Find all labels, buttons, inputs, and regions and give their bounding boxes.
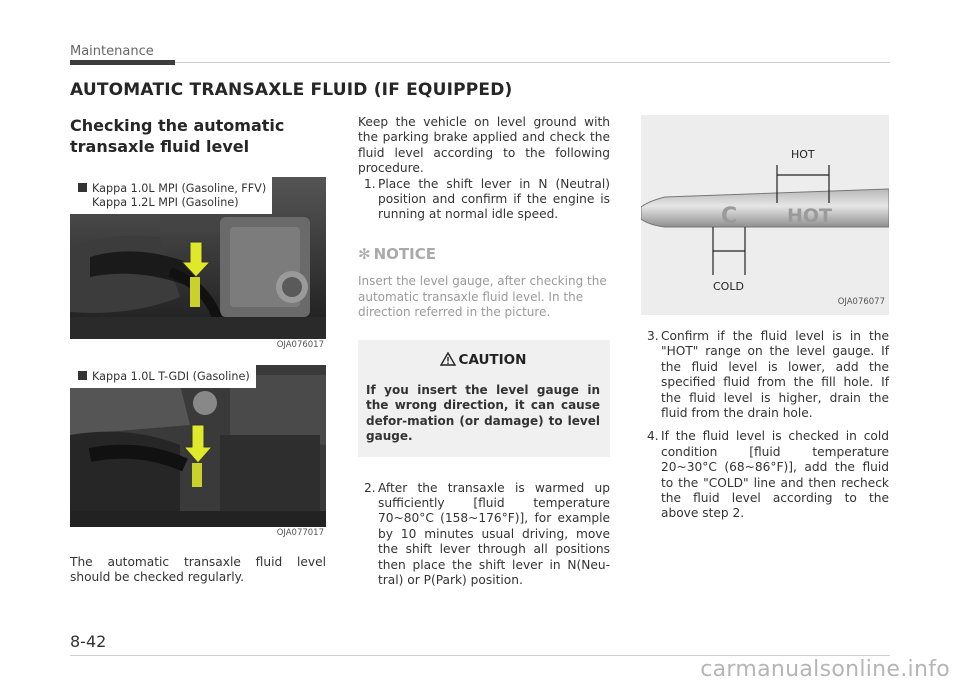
steps-list-3 (641, 329, 889, 522)
caution-heading (366, 352, 600, 368)
watermark: carmanualsonline.info (700, 657, 950, 682)
caution-title: CAUTION (458, 352, 527, 369)
section-header: Maintenance (70, 44, 154, 59)
step-item (641, 429, 889, 521)
page-title: AUTOMATIC TRANSAXLE FLUID (IF EQUIPPED) (70, 80, 513, 100)
engine-photo-tgdi (70, 365, 326, 541)
engine-illustration (70, 365, 326, 527)
step-number: 2. (364, 480, 376, 495)
engine-label-tgdi (70, 365, 256, 388)
intro-paragraph: The automatic transaxle fluid level should be checked regularly. (70, 555, 326, 585)
step-text: If the fluid level is checked in cold condition [fluid temperature 20~30°C (68~86°F)], add the fluid to the "COLD" line and then recheck the fluid level according to the above step 2. (661, 429, 889, 521)
step-item (641, 329, 889, 421)
bullet-square-icon (78, 183, 87, 192)
header-bar (70, 60, 175, 65)
engine-label-line-1: Kappa 1.0L T-GDI (Gasoline) (92, 370, 250, 383)
column-middle (358, 115, 610, 588)
photo-code: OJA076017 (276, 339, 324, 350)
step-number: 4. (647, 429, 659, 444)
dipstick-illustration (641, 115, 889, 315)
notice-title: NOTICE (373, 244, 436, 263)
subtitle-line-1: Checking the automatic (70, 116, 285, 135)
steps-list-1 (358, 177, 610, 223)
step-number: 3. (647, 329, 659, 343)
notice-text: Insert the level gauge, after checking the automatic transaxle fluid level. In the direction referred in the picture. (358, 274, 607, 320)
step-text: After the transaxle is warmed up sufficiently [fluid temperature 70~80°C (158~176°F)], for example by 10 minutes usual driving, move the shift lever through all positions then place the shift lever in N(Neu-tral) or P(Park) position. (378, 480, 610, 587)
caution-text: If you insert the level gauge in the wrong direction, it can cause defor-mation (or damage) to level gauge. (366, 382, 600, 444)
procedure-intro: Keep the vehicle on level ground with the parking brake applied and check the fluid level according to the following procedure. (358, 115, 610, 176)
step-text: Confirm if the fluid level is in the "HOT" range on the level gauge. If the fluid level is lower, add the specified fluid from the fill hole. If the fluid level is higher, drain the fluid from the drain hole. (661, 329, 889, 421)
steps-list-2 (358, 481, 610, 589)
page-number: 8-42 (70, 632, 107, 651)
step-text: Place the shift lever in N (Neutral) position and confirm if the engine is running at normal idle speed. (378, 176, 610, 222)
dipstick-diagram (641, 115, 889, 315)
engine-label-mpi (70, 177, 272, 214)
warning-triangle-icon (440, 352, 456, 366)
stamp-hot: HOT (787, 205, 833, 227)
notice-star-icon: ✻ (358, 244, 371, 263)
engine-label-line-1: Kappa 1.0L MPI (Gasoline, FFV) (92, 182, 267, 195)
subtitle-line-2: transaxle fluid level (70, 137, 250, 156)
engine-label-line-2: Kappa 1.2L MPI (Gasoline) (92, 196, 239, 209)
column-right (641, 115, 889, 522)
hot-label: HOT (791, 148, 815, 161)
column-left (70, 115, 326, 586)
engine-photo-mpi (70, 177, 326, 353)
cold-label: COLD (713, 280, 744, 293)
header-rule (175, 62, 890, 63)
section-subtitle (70, 115, 326, 157)
photo-code: OJA077017 (276, 527, 324, 538)
engine-photo-image (70, 365, 326, 527)
step-item (358, 481, 610, 589)
step-item (358, 177, 610, 223)
bullet-square-icon (78, 371, 87, 380)
caution-box (358, 340, 610, 456)
photo-code: OJA076077 (837, 296, 885, 307)
notice-heading (358, 244, 610, 263)
footer-rule (70, 655, 890, 656)
step-number: 1. (364, 176, 376, 191)
stamp-c: C (721, 204, 738, 229)
